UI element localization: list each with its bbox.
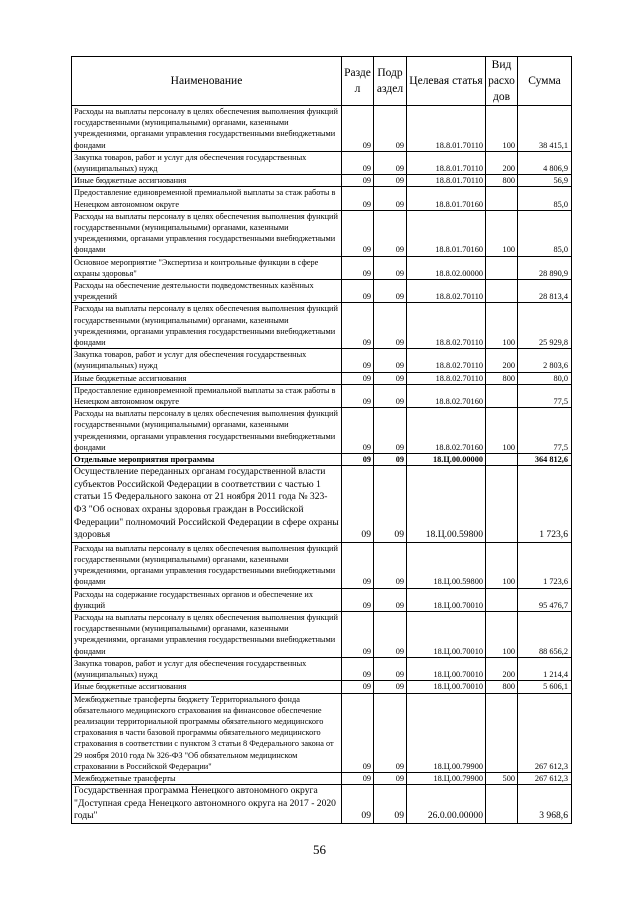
cell-kind <box>486 466 518 543</box>
cell-subsection: 09 <box>374 542 407 588</box>
table-row <box>72 466 572 543</box>
table-body <box>72 106 572 824</box>
cell-sum: 1 723,6 <box>518 466 572 543</box>
page-number: 56 <box>313 842 326 857</box>
table-row <box>72 210 572 256</box>
cell-name: Расходы на обеспечение деятельности подведомственных казённых учреждений <box>72 280 342 303</box>
table-row <box>72 106 572 152</box>
cell-kind: 200 <box>486 657 518 680</box>
cell-target: 18.8.02.70160 <box>407 384 486 407</box>
table-row <box>72 175 572 187</box>
cell-target: 18.Ц.00.79900 <box>407 693 486 772</box>
cell-kind <box>486 588 518 611</box>
cell-kind: 100 <box>486 106 518 152</box>
cell-kind <box>486 256 518 279</box>
table-row <box>72 693 572 772</box>
cell-kind: 100 <box>486 612 518 658</box>
cell-kind: 800 <box>486 372 518 384</box>
cell-subsection: 09 <box>374 372 407 384</box>
cell-name: Закупка товаров, работ и услуг для обеспечения государственных (муниципальных) нужд <box>72 349 342 372</box>
cell-subsection: 09 <box>374 657 407 680</box>
cell-name: Отдельные мероприятия программы <box>72 454 342 466</box>
cell-sum: 85,0 <box>518 210 572 256</box>
cell-target: 18.Ц.00.00000 <box>407 454 486 466</box>
cell-sum: 25 929,8 <box>518 303 572 349</box>
cell-name: Предоставление единовременной премиальной выплаты за стаж работы в Ненецком автономном округе <box>72 187 342 210</box>
cell-target: 18.8.01.70160 <box>407 210 486 256</box>
table-row <box>72 454 572 466</box>
header-kind: Вид расхо дов <box>486 57 518 106</box>
cell-section: 09 <box>342 588 374 611</box>
cell-kind: 800 <box>486 175 518 187</box>
cell-kind <box>486 187 518 210</box>
cell-name: Основное мероприятие "Экспертиза и контрольные функции в сфере охраны здоровья" <box>72 256 342 279</box>
cell-sum: 85,0 <box>518 187 572 210</box>
table-row <box>72 408 572 454</box>
table-row <box>72 280 572 303</box>
cell-section: 09 <box>342 106 374 152</box>
cell-subsection: 09 <box>374 384 407 407</box>
cell-section: 09 <box>342 175 374 187</box>
cell-section: 09 <box>342 542 374 588</box>
cell-target: 18.8.01.70110 <box>407 175 486 187</box>
cell-kind: 100 <box>486 542 518 588</box>
cell-target: 18.Ц.00.59800 <box>407 466 486 543</box>
cell-name: Закупка товаров, работ и услуг для обеспечения государственных (муниципальных) нужд <box>72 151 342 174</box>
cell-section: 09 <box>342 372 374 384</box>
cell-name: Межбюджетные трансферты <box>72 772 342 784</box>
cell-sum: 88 656,2 <box>518 612 572 658</box>
cell-sum: 38 415,1 <box>518 106 572 152</box>
cell-kind <box>486 454 518 466</box>
cell-sum: 1 214,4 <box>518 657 572 680</box>
cell-target: 18.8.01.70110 <box>407 151 486 174</box>
header-sum: Сумма <box>518 57 572 106</box>
cell-target: 18.Ц.00.70010 <box>407 681 486 693</box>
cell-name: Расходы на выплаты персоналу в целях обеспечения выполнения функций государственными (муниципальными) органами, казенными учреждениями, органами управления государственными внебюджетными фондами <box>72 612 342 658</box>
cell-section: 09 <box>342 408 374 454</box>
cell-subsection: 09 <box>374 187 407 210</box>
cell-target: 18.Ц.00.70010 <box>407 657 486 680</box>
cell-sum: 1 723,6 <box>518 542 572 588</box>
table-row <box>72 187 572 210</box>
cell-target: 18.8.02.70110 <box>407 372 486 384</box>
cell-sum: 80,0 <box>518 372 572 384</box>
cell-kind <box>486 280 518 303</box>
budget-table <box>71 56 572 824</box>
cell-section: 09 <box>342 384 374 407</box>
cell-kind: 100 <box>486 210 518 256</box>
cell-sum: 77,5 <box>518 384 572 407</box>
cell-target: 18.Ц.00.59800 <box>407 542 486 588</box>
cell-name: Расходы на содержание государственных органов и обеспечение их функций <box>72 588 342 611</box>
cell-name: Расходы на выплаты персоналу в целях обеспечения выполнения функций государственными (муниципальными) органами, казенными учреждениями, органами управления государственными внебюджетными фондами <box>72 106 342 152</box>
cell-subsection: 09 <box>374 681 407 693</box>
cell-section: 09 <box>342 303 374 349</box>
cell-subsection: 09 <box>374 303 407 349</box>
cell-target: 18.Ц.00.70010 <box>407 588 486 611</box>
cell-subsection: 09 <box>374 210 407 256</box>
cell-subsection: 09 <box>374 408 407 454</box>
table-row <box>72 384 572 407</box>
cell-name: Расходы на выплаты персоналу в целях обеспечения выполнения функций государственными (муниципальными) органами, казенными учреждениями, органами управления государственными внебюджетными фондами <box>72 542 342 588</box>
cell-sum: 267 612,3 <box>518 693 572 772</box>
cell-kind: 200 <box>486 151 518 174</box>
cell-subsection: 09 <box>374 106 407 152</box>
cell-target: 18.Ц.00.79900 <box>407 772 486 784</box>
cell-section: 09 <box>342 349 374 372</box>
cell-target: 18.Ц.00.70010 <box>407 612 486 658</box>
cell-name: Расходы на выплаты персоналу в целях обеспечения выполнения функций государственными (муниципальными) органами, казенными учреждениями, органами управления государственными внебюджетными фондами <box>72 408 342 454</box>
header-section: Разде л <box>342 57 374 106</box>
cell-name: Иные бюджетные ассигнования <box>72 681 342 693</box>
cell-section: 09 <box>342 693 374 772</box>
header-subsection: Подр аздел <box>374 57 407 106</box>
cell-subsection: 09 <box>374 280 407 303</box>
cell-subsection: 09 <box>374 454 407 466</box>
cell-kind: 200 <box>486 349 518 372</box>
cell-sum: 28 813,4 <box>518 280 572 303</box>
cell-section: 09 <box>342 681 374 693</box>
cell-subsection: 09 <box>374 693 407 772</box>
cell-section: 09 <box>342 785 374 824</box>
table-row <box>72 151 572 174</box>
cell-sum: 28 890,9 <box>518 256 572 279</box>
cell-section: 09 <box>342 772 374 784</box>
cell-sum: 2 803,6 <box>518 349 572 372</box>
cell-kind: 500 <box>486 772 518 784</box>
cell-name: Предоставление единовременной премиальной выплаты за стаж работы в Ненецком автономном округе <box>72 384 342 407</box>
cell-target: 18.8.02.70160 <box>407 408 486 454</box>
cell-name: Межбюджетные трансферты бюджету Территориального фонда обязательного медицинского страхования на финансовое обеспечение реализации территориальной программы обязательного медицинского страхования в части базовой программы обязательного медицинского страхования в соответствии с пунктом 3 статьи 8 Федерального закона от 29 ноября 2010 года № 326-ФЗ "Об обязательном медицинском страховании в Российской Федерации" <box>72 693 342 772</box>
cell-target: 18.8.01.70160 <box>407 187 486 210</box>
cell-section: 09 <box>342 187 374 210</box>
cell-sum: 364 812,6 <box>518 454 572 466</box>
cell-section: 09 <box>342 280 374 303</box>
cell-target: 18.8.02.70110 <box>407 280 486 303</box>
cell-sum: 95 476,7 <box>518 588 572 611</box>
table-row <box>72 681 572 693</box>
cell-kind <box>486 693 518 772</box>
cell-subsection: 09 <box>374 175 407 187</box>
cell-sum: 5 606,1 <box>518 681 572 693</box>
cell-subsection: 09 <box>374 349 407 372</box>
cell-kind <box>486 384 518 407</box>
table-row <box>72 256 572 279</box>
cell-sum: 77,5 <box>518 408 572 454</box>
cell-kind: 100 <box>486 408 518 454</box>
cell-name: Иные бюджетные ассигнования <box>72 175 342 187</box>
cell-target: 18.8.01.70110 <box>407 106 486 152</box>
cell-subsection: 09 <box>374 785 407 824</box>
cell-subsection: 09 <box>374 466 407 543</box>
cell-kind: 100 <box>486 303 518 349</box>
table-header-row <box>72 57 572 106</box>
cell-section: 09 <box>342 612 374 658</box>
cell-section: 09 <box>342 256 374 279</box>
cell-sum: 4 806,9 <box>518 151 572 174</box>
table-row <box>72 785 572 824</box>
cell-subsection: 09 <box>374 151 407 174</box>
table-row <box>72 542 572 588</box>
cell-section: 09 <box>342 657 374 680</box>
cell-name: Расходы на выплаты персоналу в целях обеспечения выполнения функций государственными (муниципальными) органами, казенными учреждениями, органами управления государственными внебюджетными фондами <box>72 303 342 349</box>
cell-kind: 800 <box>486 681 518 693</box>
cell-kind <box>486 785 518 824</box>
cell-subsection: 09 <box>374 612 407 658</box>
cell-subsection: 09 <box>374 772 407 784</box>
cell-section: 09 <box>342 151 374 174</box>
cell-name: Расходы на выплаты персоналу в целях обеспечения выполнения функций государственными (муниципальными) органами, казенными учреждениями, органами управления государственными внебюджетными фондами <box>72 210 342 256</box>
cell-name: Государственная программа Ненецкого автономного округа "Доступная среда Ненецкого автономного округа на 2017 - 2020 годы" <box>72 785 342 824</box>
cell-sum: 56,9 <box>518 175 572 187</box>
cell-target: 26.0.00.00000 <box>407 785 486 824</box>
cell-sum: 3 968,6 <box>518 785 572 824</box>
cell-sum: 267 612,3 <box>518 772 572 784</box>
table-row <box>72 657 572 680</box>
cell-subsection: 09 <box>374 588 407 611</box>
header-name: Наименование <box>72 57 342 106</box>
cell-target: 18.8.02.70110 <box>407 349 486 372</box>
cell-section: 09 <box>342 210 374 256</box>
cell-subsection: 09 <box>374 256 407 279</box>
table-row <box>72 772 572 784</box>
cell-section: 09 <box>342 466 374 543</box>
table-row <box>72 372 572 384</box>
table-row <box>72 588 572 611</box>
table-row <box>72 349 572 372</box>
table-row <box>72 303 572 349</box>
cell-target: 18.8.02.70110 <box>407 303 486 349</box>
cell-target: 18.8.02.00000 <box>407 256 486 279</box>
cell-name: Иные бюджетные ассигнования <box>72 372 342 384</box>
header-target: Целевая статья <box>407 57 486 106</box>
cell-section: 09 <box>342 454 374 466</box>
cell-name: Осуществление переданных органам государственной власти субъектов Российской Федерации в соответствии с частью 1 статьи 15 Федерального закона от 21 ноября 2011 года № 323-ФЗ "Об основах охраны здоровья граждан в Российской Федерации" полномочий Российской Федерации в сфере охраны здоровья <box>72 466 342 543</box>
table-row <box>72 612 572 658</box>
cell-name: Закупка товаров, работ и услуг для обеспечения государственных (муниципальных) нужд <box>72 657 342 680</box>
